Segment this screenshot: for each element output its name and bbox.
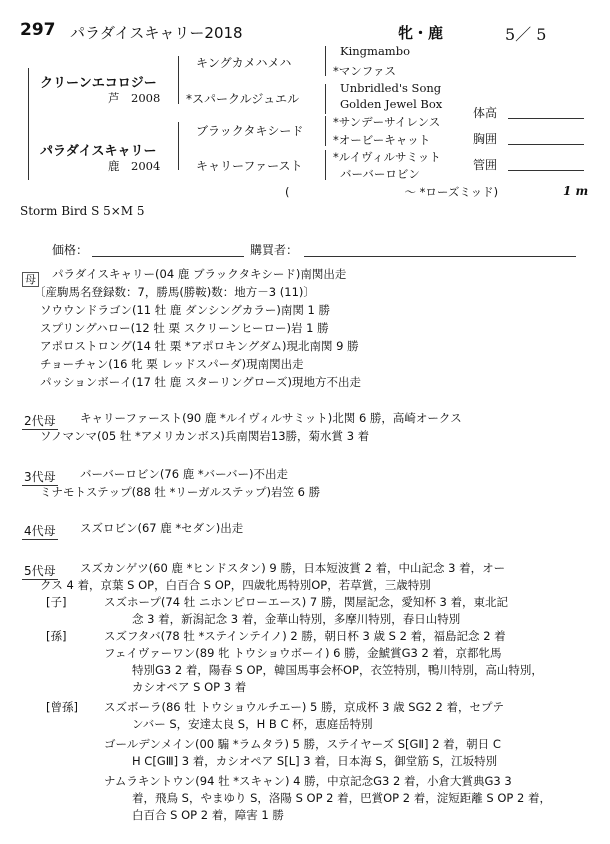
grandchild-tag: [孫] <box>46 629 67 643</box>
gen3-bracket-1 <box>325 46 326 76</box>
third-dam-tag-wrap <box>22 466 58 486</box>
sire-info: 芦 2008 <box>108 91 161 105</box>
gen3-bracket-2 <box>325 84 326 114</box>
child-tag: [子] <box>46 595 67 609</box>
great-line-2: ンバー S，安達太良 S，H B C 杯，恵庭岳特別 <box>132 717 373 731</box>
gen3-6: *オービーキャット <box>333 133 431 147</box>
second-dam-tag: 2代母 <box>24 414 56 428</box>
second-dam-line-1: キャリーファースト(90 鹿 *ルイヴィルサミット)北関 6 勝，高崎オークス <box>80 411 462 425</box>
dam-line-6: チョーチャン(16 牝 栗 レッドスパーダ)現南関出走 <box>40 357 304 371</box>
dam-line-4: スプリングハロー(12 牡 栗 スクリーンヒーロー)岩 1 勝 <box>40 321 329 335</box>
gen2-1: キングカメハメハ <box>196 56 292 70</box>
birth-date: 5／ 5 <box>505 25 547 44</box>
dam-line-3: ソウウンドラゴン(11 牡 鹿 ダンシングカラー)南関 1 勝 <box>40 303 331 317</box>
gen2-4: キャリーファースト <box>196 159 303 173</box>
fourth-dam-line-1: スズロビン(67 鹿 *セダン)出走 <box>80 521 244 535</box>
lot-number: 297 <box>20 20 56 40</box>
pedigree-bracket-dam <box>178 122 179 170</box>
pedigree-footnote-right: 1 m <box>563 184 589 198</box>
cannon-label: 管囲 <box>473 158 498 172</box>
second-dam-tag-wrap <box>22 410 58 430</box>
gen3-4: Golden Jewel Box <box>340 97 443 111</box>
dam-name: パラダイスキャリー <box>40 144 157 159</box>
dam-line-1: パラダイスキャリー(04 鹿 ブラックタキシード)南関出走 <box>52 267 347 281</box>
child-line-1: スズホープ(74 牡 ニホンピローエース) 7 勝，関屋記念，愛知杯 3 着，東北記 <box>104 595 509 609</box>
sex-color: 牝・鹿 <box>398 24 444 42</box>
gen3-bracket-4 <box>325 150 326 180</box>
great-tag: [曾孫] <box>46 700 78 714</box>
height-label: 体高 <box>473 106 498 120</box>
third-dam-line-2: ミナモトステップ(88 牡 *リーガルステップ)岩笠 6 勝 <box>40 485 321 499</box>
gen2-2: *スパークルジュエル <box>186 92 300 106</box>
gen3-8: バーバーロビン <box>340 167 420 181</box>
gen3-7: *ルイヴィルサミット <box>333 150 441 164</box>
pedigree-bracket-left <box>28 68 29 180</box>
gen3-5: *サンデーサイレンス <box>333 115 441 129</box>
chest-line <box>508 144 584 145</box>
great-line-5: ナムラキントウン(94 牡 *スキャン) 4 勝，中京記念G3 2 着，小倉大賞典G3 3 <box>104 774 512 788</box>
great-line-1: スズボーラ(86 牡 トウショウルチエー) 5 勝，京成杯 3 歳 SG2 2 着，セプテ <box>104 700 504 714</box>
dam-info: 鹿 2004 <box>108 159 161 173</box>
gen3-2: *マンファス <box>333 64 397 78</box>
great-line-7: 白百合 S OP 2 着，障害 1 勝 <box>132 808 284 822</box>
buyer-line <box>304 256 576 257</box>
pedigree-footnote: ( ～ *ローズミッド) <box>285 185 499 199</box>
sire-name: クリーンエコロジー <box>40 76 157 91</box>
third-dam-tag: 3代母 <box>24 470 56 484</box>
horse-title: パラダイスキャリー2018 <box>70 24 243 42</box>
buyer-label: 購買者： <box>250 243 299 257</box>
fourth-dam-tag-wrap <box>22 520 58 540</box>
gen3-1: Kingmambo <box>340 44 410 58</box>
height-line <box>508 118 584 119</box>
great-line-6: 着，飛鳥 S，やまゆり S，洛陽 S OP 2 着，巴賞OP 2 着，淀短距離 S OP 2 着， <box>132 791 551 805</box>
grandchild-line-2: フェイヴァーワン(89 牝 トウショウボーイ) 6 勝，金鯱賞G3 2 着，京都牝馬 <box>104 646 502 660</box>
great-line-4: H C[GⅢ] 3 着，カシオペア S[L] 3 着，日本海 S，御堂筋 S，江坂特別 <box>132 754 498 768</box>
fifth-dam-line-1: スズカンゲツ(60 鹿 *ヒンドスタン) 9 勝，日本短波賞 2 着，中山記念 3 着，オー <box>80 561 506 575</box>
pedigree-bracket-sire <box>178 56 179 104</box>
fourth-dam-tag: 4代母 <box>24 524 56 538</box>
grandchild-line-1: スズフタバ(78 牡 *ステインテイノ) 2 勝，朝日杯 3 歳 S 2 着，福島記念 2 着 <box>104 629 506 643</box>
dam-tag: 母 <box>22 272 39 287</box>
grandchild-line-4: カシオペア S OP 3 着 <box>132 680 247 694</box>
gen3-bracket-3 <box>325 116 326 146</box>
gen2-3: ブラックタキシード <box>196 124 304 138</box>
price-label: 価格： <box>52 243 89 257</box>
dam-line-2: 〔産駒馬名登録数：7，勝馬(勝鞍)数：地方－3 (11)〕 <box>34 285 315 299</box>
fifth-dam-tag: 5代母 <box>24 564 56 578</box>
chest-label: 胸囲 <box>473 132 498 146</box>
great-line-3: ゴールデンメイン(00 騸 *ラムタラ) 5 勝，ステイヤーズ S[GⅡ] 2 着，朝日 C <box>104 737 501 751</box>
dam-line-7: パッションボーイ(17 牡 鹿 スターリングローズ)現地方不出走 <box>40 375 362 389</box>
second-dam-line-2: ソノマンマ(05 牡 *アメリカンボス)兵南関岩13勝，菊水賞 3 着 <box>40 429 370 443</box>
price-line <box>92 256 244 257</box>
third-dam-line-1: バーバーロビン(76 鹿 *バーバー)不出走 <box>80 467 289 481</box>
gen3-3: Unbridled's Song <box>340 81 442 95</box>
cannon-line <box>508 170 584 171</box>
fifth-dam-line-2: クス 4 着，京葉 S OP，白百合 S OP，四歳牝馬特別OP，若草賞，三歳特別 <box>40 578 431 592</box>
child-line-2: 念 3 着，新潟記念 3 着，金華山特別，多摩川特別，春日山特別 <box>132 612 461 626</box>
inbreeding: Storm Bird S 5×M 5 <box>20 204 145 218</box>
dam-line-5: アポロストロング(14 牡 栗 *アポロキングダム)現北南関 9 勝 <box>40 339 359 353</box>
grandchild-line-3: 特別G3 2 着，陽春 S OP，韓国馬事会杯OP，衣笠特別，鴨川特別，高山特別， <box>132 663 543 677</box>
